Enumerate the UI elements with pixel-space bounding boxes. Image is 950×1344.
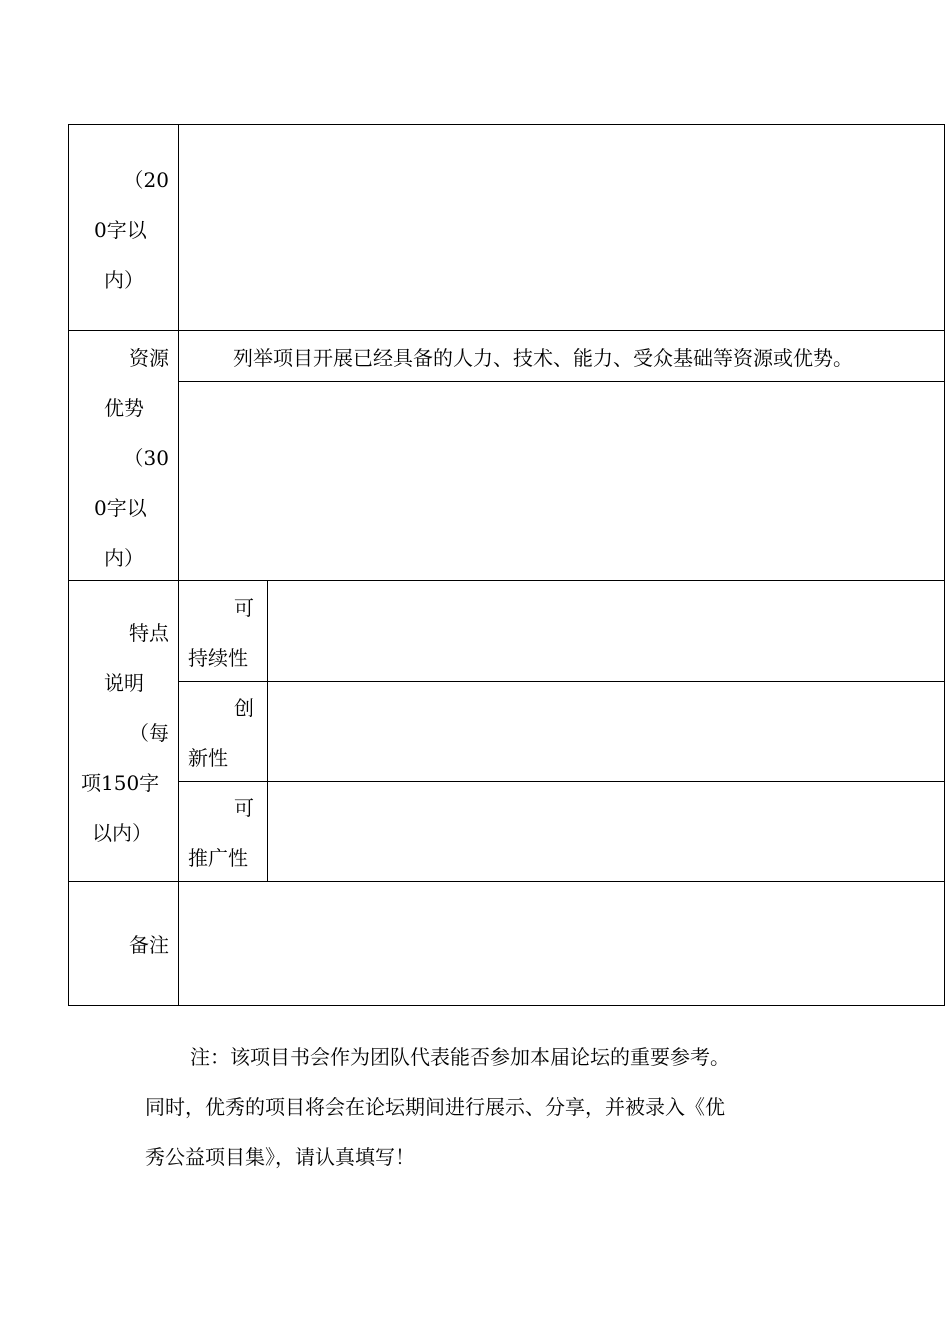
- scalability-label-line: 推广性: [188, 846, 248, 870]
- remarks-content-cell[interactable]: [179, 882, 944, 1005]
- resource-label-line: 内）: [104, 546, 144, 570]
- scalability-content-cell[interactable]: [268, 782, 944, 881]
- table-line: [68, 1005, 945, 1006]
- table-line: [68, 124, 69, 1006]
- footnote-line: 注：该项目书会作为团队代表能否参加本届论坛的重要参考。: [190, 1045, 730, 1069]
- table-line: [68, 330, 945, 331]
- footnote-line: 同时，优秀的项目将会在论坛期间进行展示、分享，并被录入《优: [145, 1095, 725, 1119]
- resource-content-cell[interactable]: [179, 382, 944, 580]
- row1-label-line: 0字以: [94, 218, 147, 242]
- scalability-label-line: 可: [234, 796, 254, 820]
- sustainability-label-line: 持续性: [188, 646, 248, 670]
- footnote-line: 秀公益项目集》，请认真填写！: [145, 1145, 415, 1169]
- resource-label-line: 优势: [104, 396, 144, 420]
- resource-label-line: （30: [123, 446, 169, 470]
- features-label-line: （每: [129, 721, 169, 745]
- resource-hint-text: 列举项目开展已经具备的人力、技术、能力、受众基础等资源或优势。: [233, 346, 853, 370]
- features-label-line: 以内）: [92, 821, 152, 845]
- table-line: [944, 124, 945, 1006]
- remarks-label: 备注: [129, 933, 169, 957]
- sustainability-content-cell[interactable]: [268, 581, 944, 681]
- features-label-line: 特点: [129, 621, 169, 645]
- row1-label-line: （20: [123, 168, 169, 192]
- innovation-content-cell[interactable]: [268, 682, 944, 781]
- innovation-label-line: 新性: [188, 746, 228, 770]
- row1-content-cell[interactable]: [179, 125, 944, 330]
- innovation-label-line: 创: [234, 696, 254, 720]
- sustainability-label-line: 可: [234, 596, 254, 620]
- row1-label-line: 内）: [104, 268, 144, 292]
- resource-label-line: 0字以: [94, 496, 147, 520]
- features-label-line: 项150字: [81, 771, 160, 795]
- features-label-line: 说明: [104, 671, 144, 695]
- resource-label-line: 资源: [129, 346, 169, 370]
